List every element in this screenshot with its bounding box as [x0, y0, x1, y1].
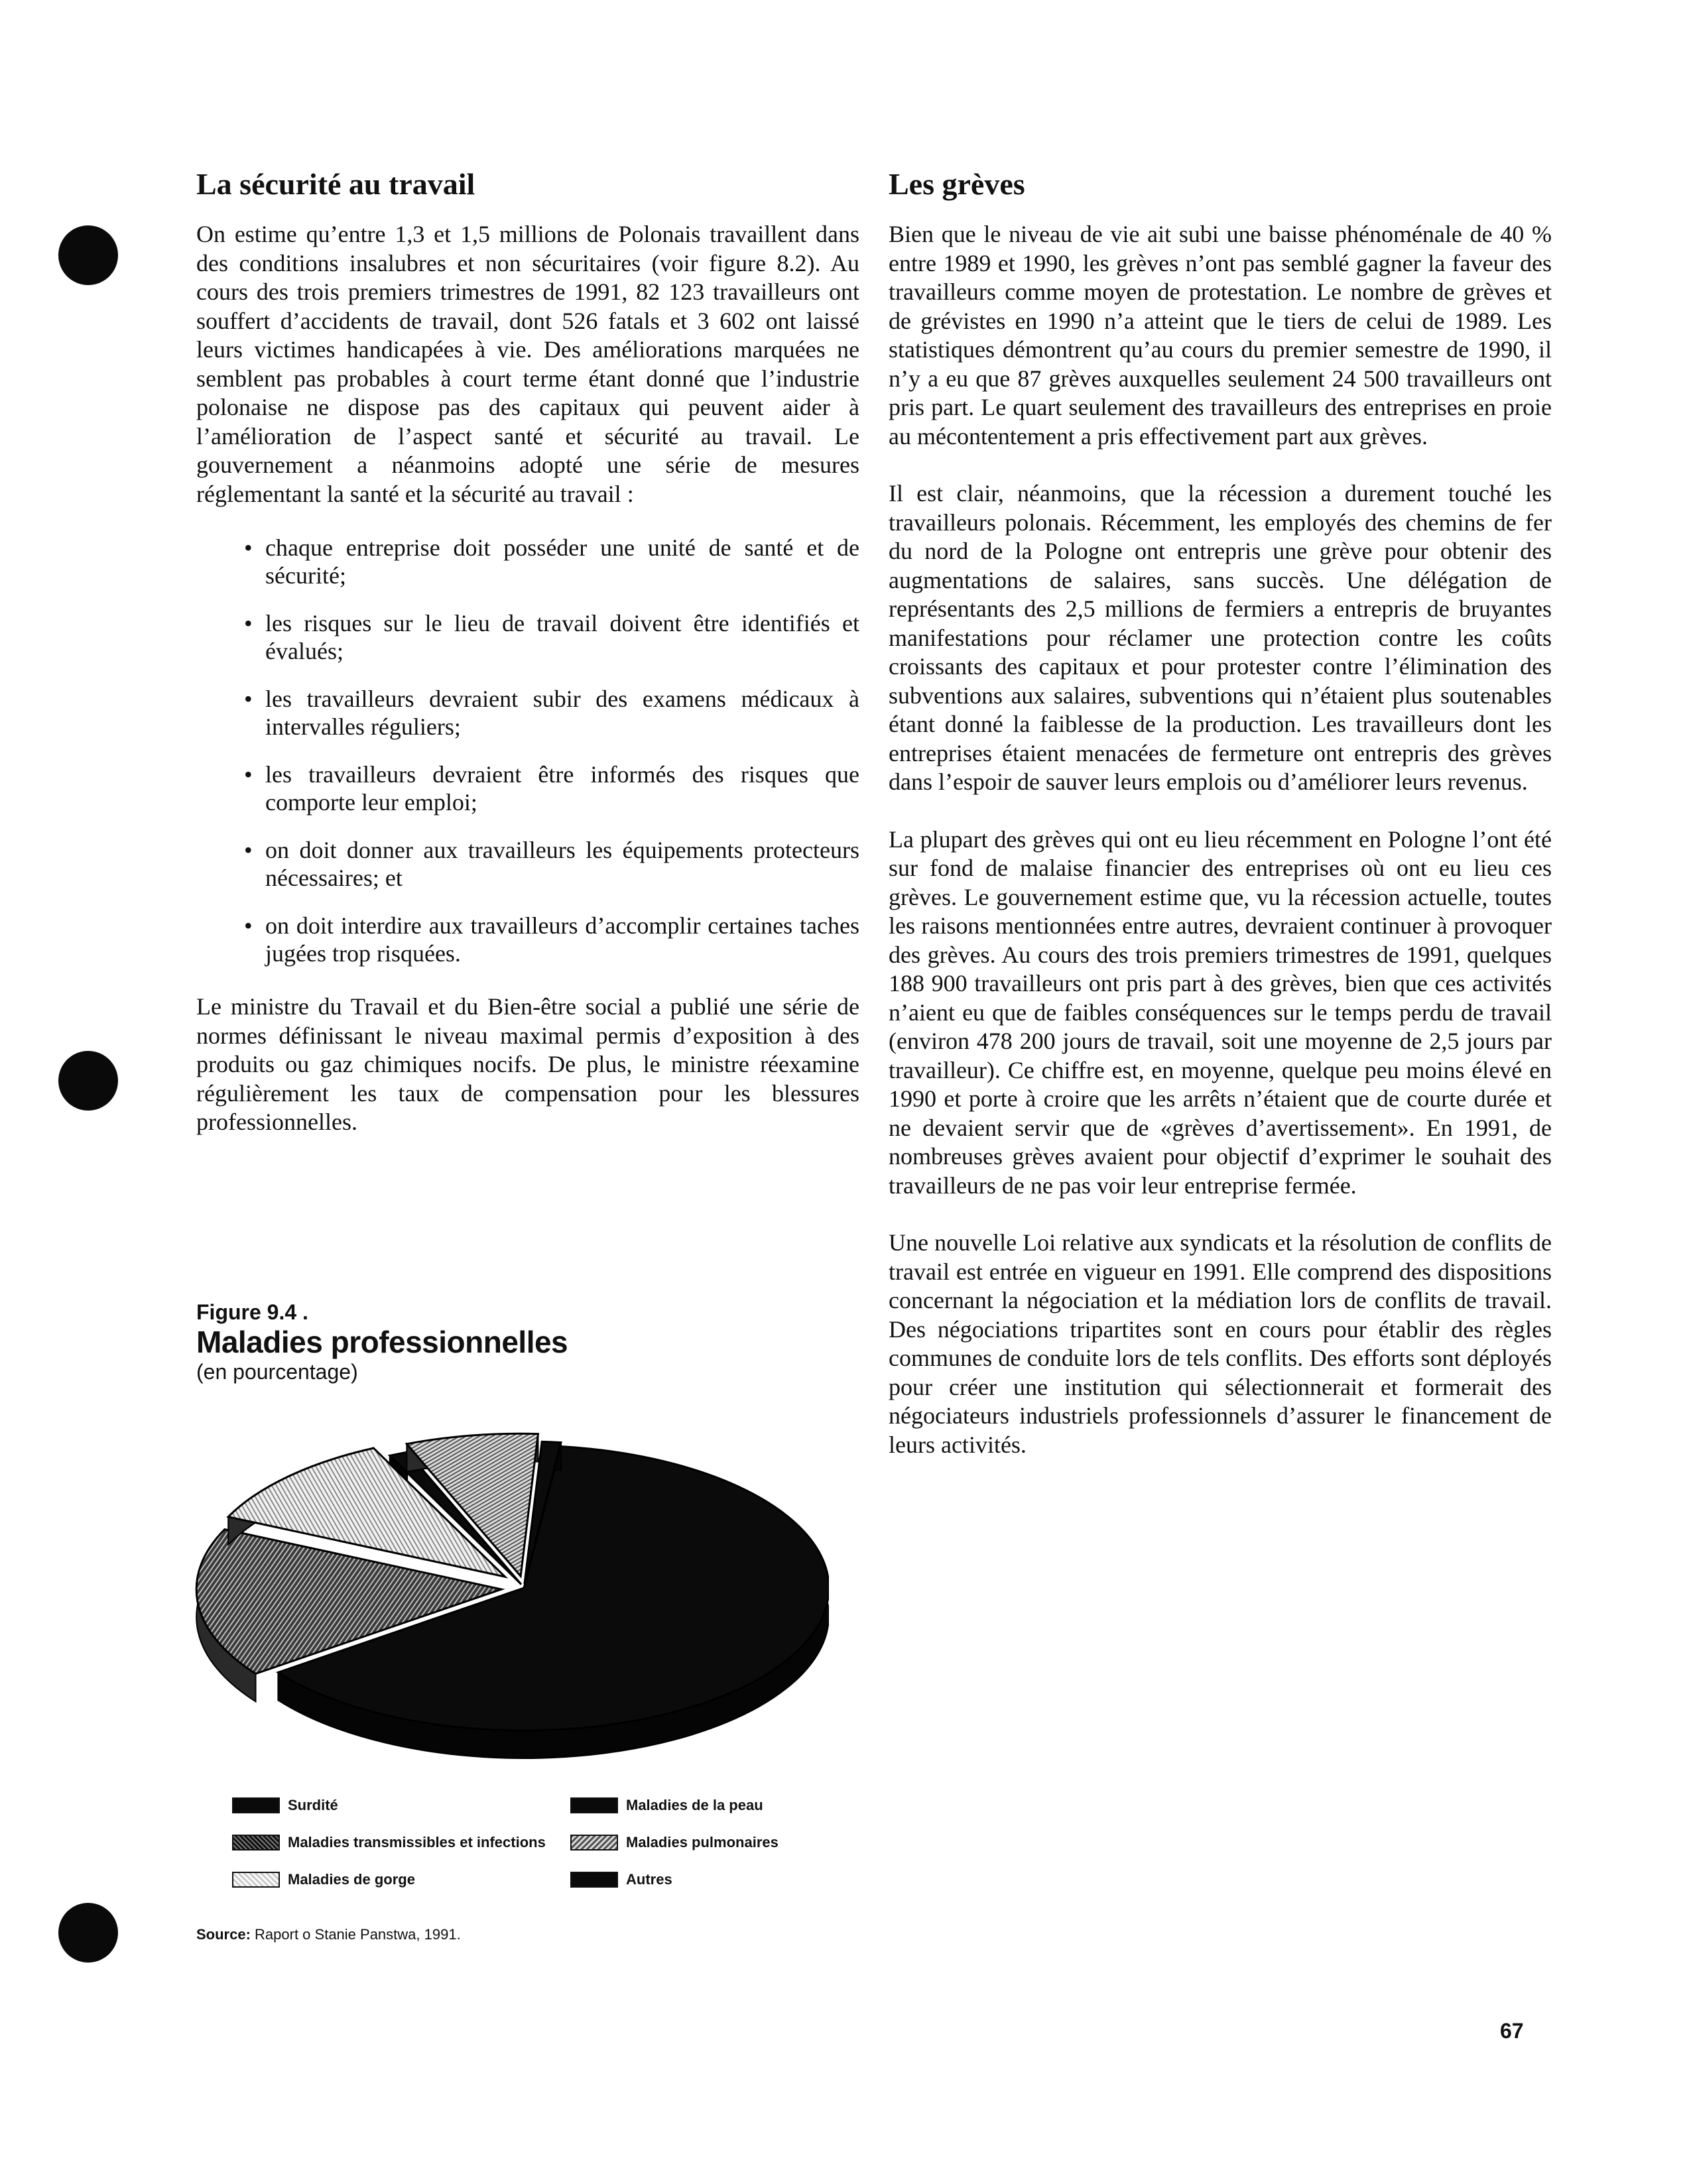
- punch-hole-bottom: [58, 1903, 118, 1963]
- paragraph-securite-intro: On estime qu’entre 1,3 et 1,5 millions de Polonais travaillent dans des conditions insalubres et non sécuritaires (voir figure 8.2). Au cours des trois premiers trimestres de 1991, 82 123 travailleurs ont souffert d’accidents de travail, dont 526 fatals et 3 602 ont laissé leurs victimes handicapées à vie. Des améliorations marquées ne semblent pas probables à court terme étant donné que l’industrie polonaise ne dispose pas des capitaux qui peuvent aider à l’amélioration de l’aspect santé et sécurité au travail. Le gouvernement a néanmoins adopté une série de mesures réglementant la santé et la sécurité au travail :: [196, 221, 859, 507]
- list-item: • les risques sur le lieu de travail doivent être identifiés et évalués;: [244, 610, 859, 664]
- legend-item-pulmonaires: Maladies pulmonaires: [570, 1834, 779, 1851]
- legend-swatch: [232, 1835, 280, 1850]
- section-title-securite: La sécurité au travail: [196, 167, 475, 201]
- measures-list: [196, 534, 859, 967]
- bullet-icon: •: [244, 761, 253, 788]
- bullet-icon: •: [244, 912, 253, 939]
- left-column: [196, 166, 859, 1137]
- list-item: • chaque entreprise doit posséder une unité de santé et de sécurité;: [244, 534, 859, 589]
- page-number: 67: [1500, 2019, 1524, 2043]
- legend-item-autres: Autres: [570, 1871, 672, 1888]
- paragraph-greves-2: Il est clair, néanmoins, que la récession a durement touché les travailleurs polonais. Récemment, les employés des chemins de fer du nord de la Pologne ont entrepris une grève pour obtenir des augmentations de salaires, sans succès. Une délégation de représentants des 2,5 millions de fermiers a entrepris de bruyantes manifestations pour réclamer une protection contre les coûts croissants des capitaux et pour protester contre l’élimination des subventions aux salaires, subventions qui n’étaient plus soutenables étant donné la faiblesse de la production. Les travailleurs dont les entreprises étaient menacées de fermeture ont entrepris des grèves dans l’espoir de sauver leurs emplois ou d’améliorer leurs revenus.: [889, 480, 1552, 795]
- punch-hole-middle: [58, 1051, 118, 1111]
- bullet-icon: •: [244, 534, 253, 561]
- figure-source: Source: Raport o Stanie Panstwa, 1991.: [196, 1926, 461, 1943]
- figure-subtitle: (en pourcentage): [196, 1360, 358, 1384]
- section-title-greves: Les grèves: [889, 167, 1025, 201]
- legend-item-surdite: Surdité: [232, 1797, 338, 1814]
- bullet-icon: •: [244, 686, 253, 712]
- list-item: • on doit donner aux travailleurs les équipements protecteurs nécessaires; et: [244, 837, 859, 891]
- legend-item-peau: Maladies de la peau: [570, 1797, 763, 1814]
- list-item: • les travailleurs devraient subir des examens médicaux à intervalles réguliers;: [244, 686, 859, 740]
- paragraph-ministre: Le ministre du Travail et du Bien-être social a publié une série de normes définissant le niveau maximal permis d’exposition à des produits ou gaz chimiques nocifs. De plus, le ministre réexamine régulièrement les taux de compensation pour les blessures professionnelles.: [196, 993, 859, 1135]
- paragraph-greves-1: Bien que le niveau de vie ait subi une baisse phénoménale de 40 % entre 1989 et 1990, les grèves n’ont pas semblé gagner la faveur des travailleurs comme moyen de protestation. Le nombre de grèves et de grévistes en 1990 n’a atteint que le tiers de celui de 1989. Les statistiques démontrent qu’au cours du premier semestre de 1990, il n’y a eu que 87 grèves auxquelles seulement 24 500 travailleurs ont pris part. Le quart seulement des travailleurs des entreprises en proie au mécontentement a pris effectivement part aux grèves.: [889, 221, 1552, 450]
- legend-swatch: [232, 1872, 280, 1888]
- figure-label: Figure 9.4 .: [196, 1300, 308, 1324]
- bullet-icon: •: [244, 610, 253, 637]
- list-item: • on doit interdire aux travailleurs d’accomplir certaines taches jugées trop risquées.: [244, 912, 859, 967]
- legend-swatch: [570, 1835, 618, 1850]
- paragraph-greves-3: La plupart des grèves qui ont eu lieu récemment en Pologne l’ont été sur fond de malaise financier des entreprises où ont eu lieu ces grèves. Le gouvernement estime que, vu la récession actuelle, toutes les raisons mentionnées entre autres, devraient continuer à provoquer des grèves. Au cours des trois premiers trimestres de 1991, quelques 188 900 travailleurs ont pris part à des grèves, bien que ces activités n’aient eu que de faibles conséquences sur le temps perdu de travail (environ 478 200 jours de travail, soit une moyenne de 2,5 jours par travailleur). Ce chiffre est, en moyenne, quelque peu moins élevé en 1990 et porte à croire que les arrêts n’étaient que de courte durée et ne devaient servir que de «grèves d’avertissement». En 1991, de nombreuses grèves avaient pour objectif d’exprimer le souhait des travailleurs de ne pas voir leur entreprise fermée.: [889, 825, 1552, 1199]
- punch-hole-top: [58, 225, 118, 285]
- paragraph-greves-4: Une nouvelle Loi relative aux syndicats et la résolution de conflits de travail est entrée en vigueur en 1991. Elle comprend des dispositions concernant la négociation et la médiation lors de conflits de travail. Des négociations tripartites sont en cours pour établir des règles communes de conduite lors de tels conflits. Des efforts sont déployés pour créer une institution qui sélectionnerait et formerait des négociateurs industriels professionnels d’assurer le financement de leurs activités.: [889, 1229, 1552, 1458]
- right-column: [889, 166, 1552, 1459]
- list-item: • les travailleurs devraient être informés des risques que comporte leur emploi;: [244, 761, 859, 816]
- legend-item-transmissibles: Maladies transmissibles et infections: [232, 1834, 546, 1851]
- legend-swatch: [570, 1797, 618, 1813]
- legend-swatch: [570, 1872, 618, 1888]
- bullet-icon: •: [244, 837, 253, 863]
- figure-heading: [196, 1300, 859, 1384]
- legend-swatch: [232, 1797, 280, 1813]
- figure-title: Maladies professionnelles: [196, 1325, 568, 1359]
- legend-item-gorge: Maladies de gorge: [232, 1871, 415, 1888]
- pie-chart: [192, 1429, 829, 1774]
